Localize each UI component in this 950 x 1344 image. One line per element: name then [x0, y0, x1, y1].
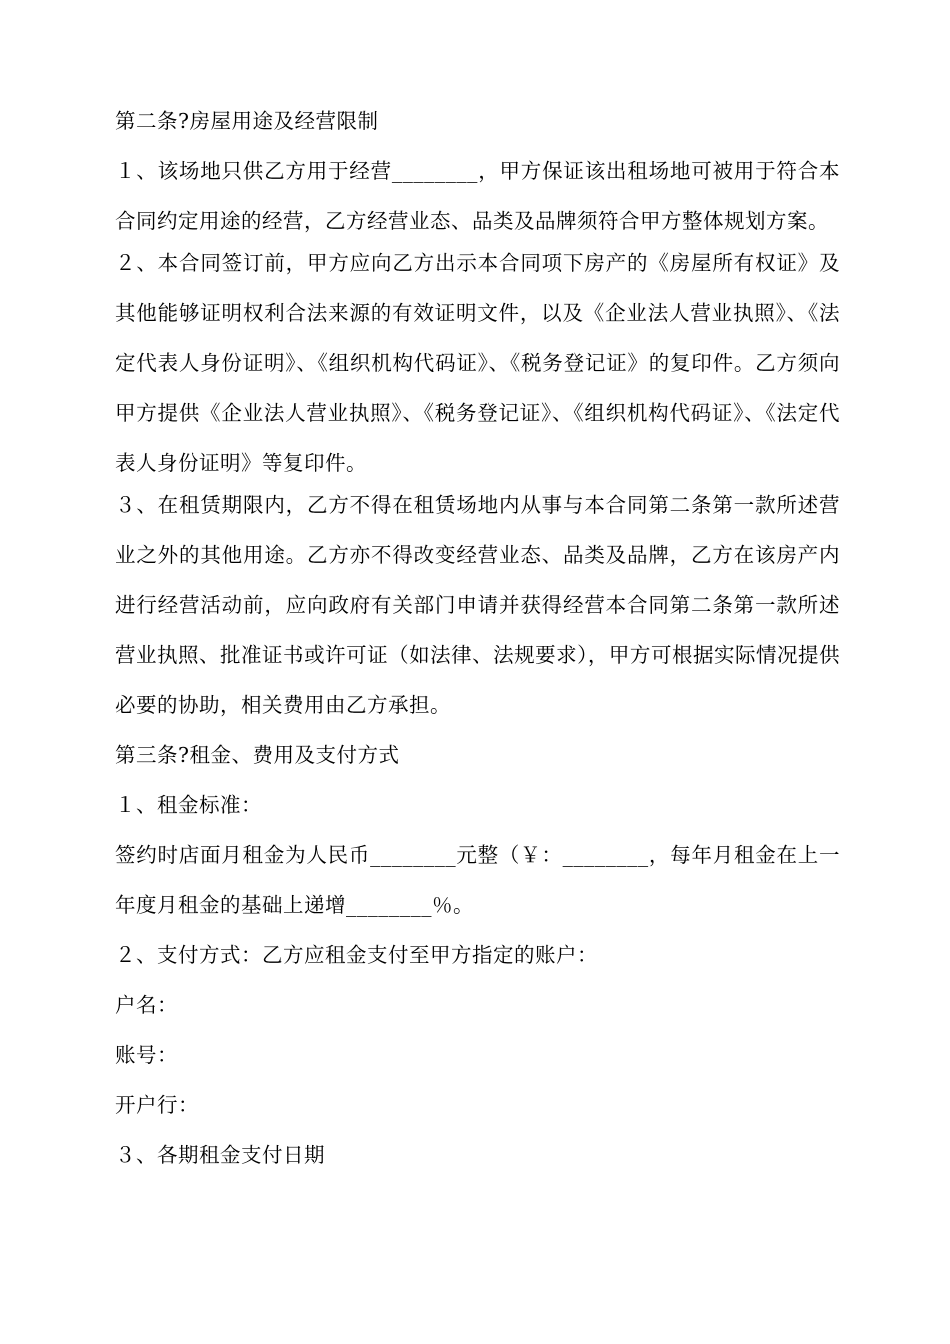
article-2-clause-2: ２、本合同签订前，甲方应向乙方出示本合同项下房产的《房屋所有权证》及其他能够证明权利合法来源的有效证明文件，以及《企业法人营业执照》、《法定代表人身份证明》、《组织机构代码证》、《税务登记证》的复印件。乙方须向甲方提供《企业法人营业执照》、《税务登记证》、《组织机构代码证》、《法定代表人身份证明》等复印件。 — [115, 251, 840, 475]
document-page — [115, 104, 840, 1188]
article-2-clause-3: ３、在租赁期限内，乙方不得在租赁场地内从事与本合同第二条第一款所述营业之外的其他用途。乙方亦不得改变经营业态、品类及品牌，乙方在该房产内进行经营活动前，应向政府有关部门申请并获得经营本合同第二条第一款所述营业执照、批准证书或许可证（如法律、法规要求），甲方可根据实际情况提供必要的协助，相关费用由乙方承担。 — [115, 493, 840, 717]
article-3-item-2: ２、支付方式：乙方应租金支付至甲方指定的账户： — [115, 943, 598, 967]
article-3-item-3: ３、各期租金支付日期 — [115, 1143, 325, 1167]
article-2-clause-1: １、该场地只供乙方用于经营________，甲方保证该出租场地可被用于符合本合同约定用途的经营，乙方经营业态、品类及品牌须符合甲方整体规划方案。 — [115, 159, 840, 233]
article-3-heading: 第三条?租金、费用及支付方式 — [115, 743, 400, 767]
article-2-heading: 第二条?房屋用途及经营限制 — [115, 109, 379, 133]
article-3-rent-text: 签约时店面月租金为人民币________元整（￥：________，每年月租金在上一年度月租金的基础上递增________％。 — [115, 843, 840, 917]
bank-label: 开户行： — [115, 1093, 199, 1117]
account-name-label: 户名： — [115, 993, 178, 1017]
article-3-item-1: １、租金标准： — [115, 793, 262, 817]
account-number-label: 账号： — [115, 1043, 178, 1067]
